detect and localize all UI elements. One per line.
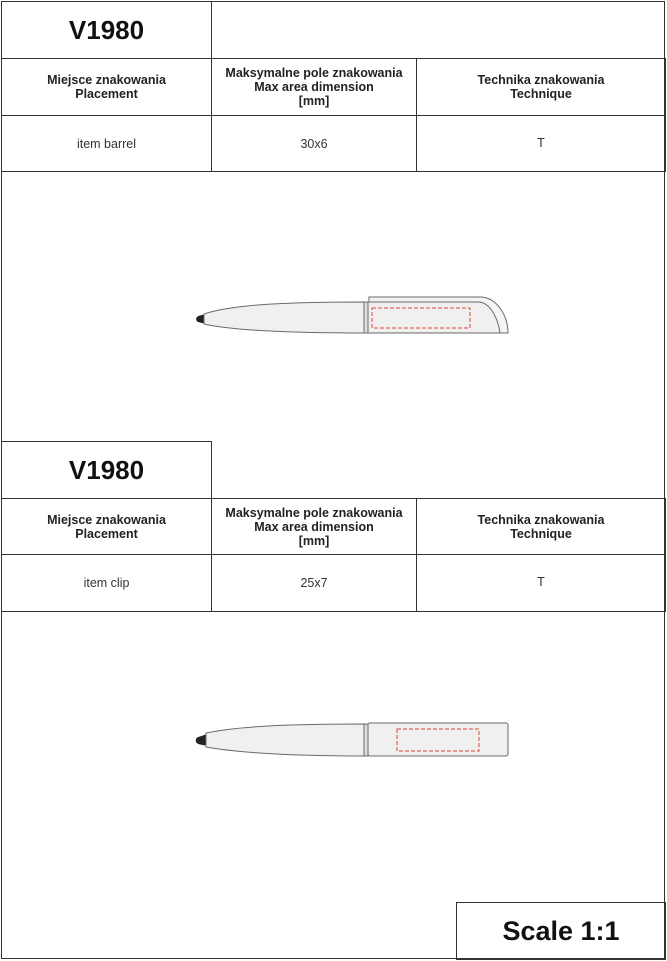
scale-label: Scale 1:1 xyxy=(456,902,666,960)
product-code-1: V1980 xyxy=(1,1,212,59)
header-technique-pl: Technika znakowania xyxy=(477,73,605,87)
value-placement-1: item barrel xyxy=(1,115,212,172)
header-max-area-en: Max area dimension xyxy=(254,80,374,94)
header-placement-pl: Miejsce znakowania xyxy=(47,73,166,87)
header-technique-en: Technique xyxy=(510,87,572,101)
value-max-area-1: 30x6 xyxy=(211,115,417,172)
value-technique-2: T xyxy=(416,554,666,612)
product-code-2: V1980 xyxy=(1,441,212,499)
value-technique-1: T xyxy=(416,115,666,172)
header-placement-en: Placement xyxy=(75,526,138,541)
header-max-area-unit: [mm] xyxy=(298,94,330,108)
header-max-area-pl: Maksymalne pole znakowania xyxy=(225,505,403,520)
header-placement-en: Placement xyxy=(75,87,138,101)
header-technique-pl: Technika znakowania xyxy=(477,512,605,527)
value-placement-2: item clip xyxy=(1,554,212,612)
header-max-area-en: Max area dimension xyxy=(254,519,374,534)
header-max-area-unit: [mm] xyxy=(298,533,330,548)
header-max-area-pl: Maksymalne pole znakowania xyxy=(225,66,403,80)
value-max-area-2: 25x7 xyxy=(211,554,417,612)
header-technique-en: Technique xyxy=(510,526,572,541)
header-placement-pl: Miejsce znakowania xyxy=(47,512,166,527)
